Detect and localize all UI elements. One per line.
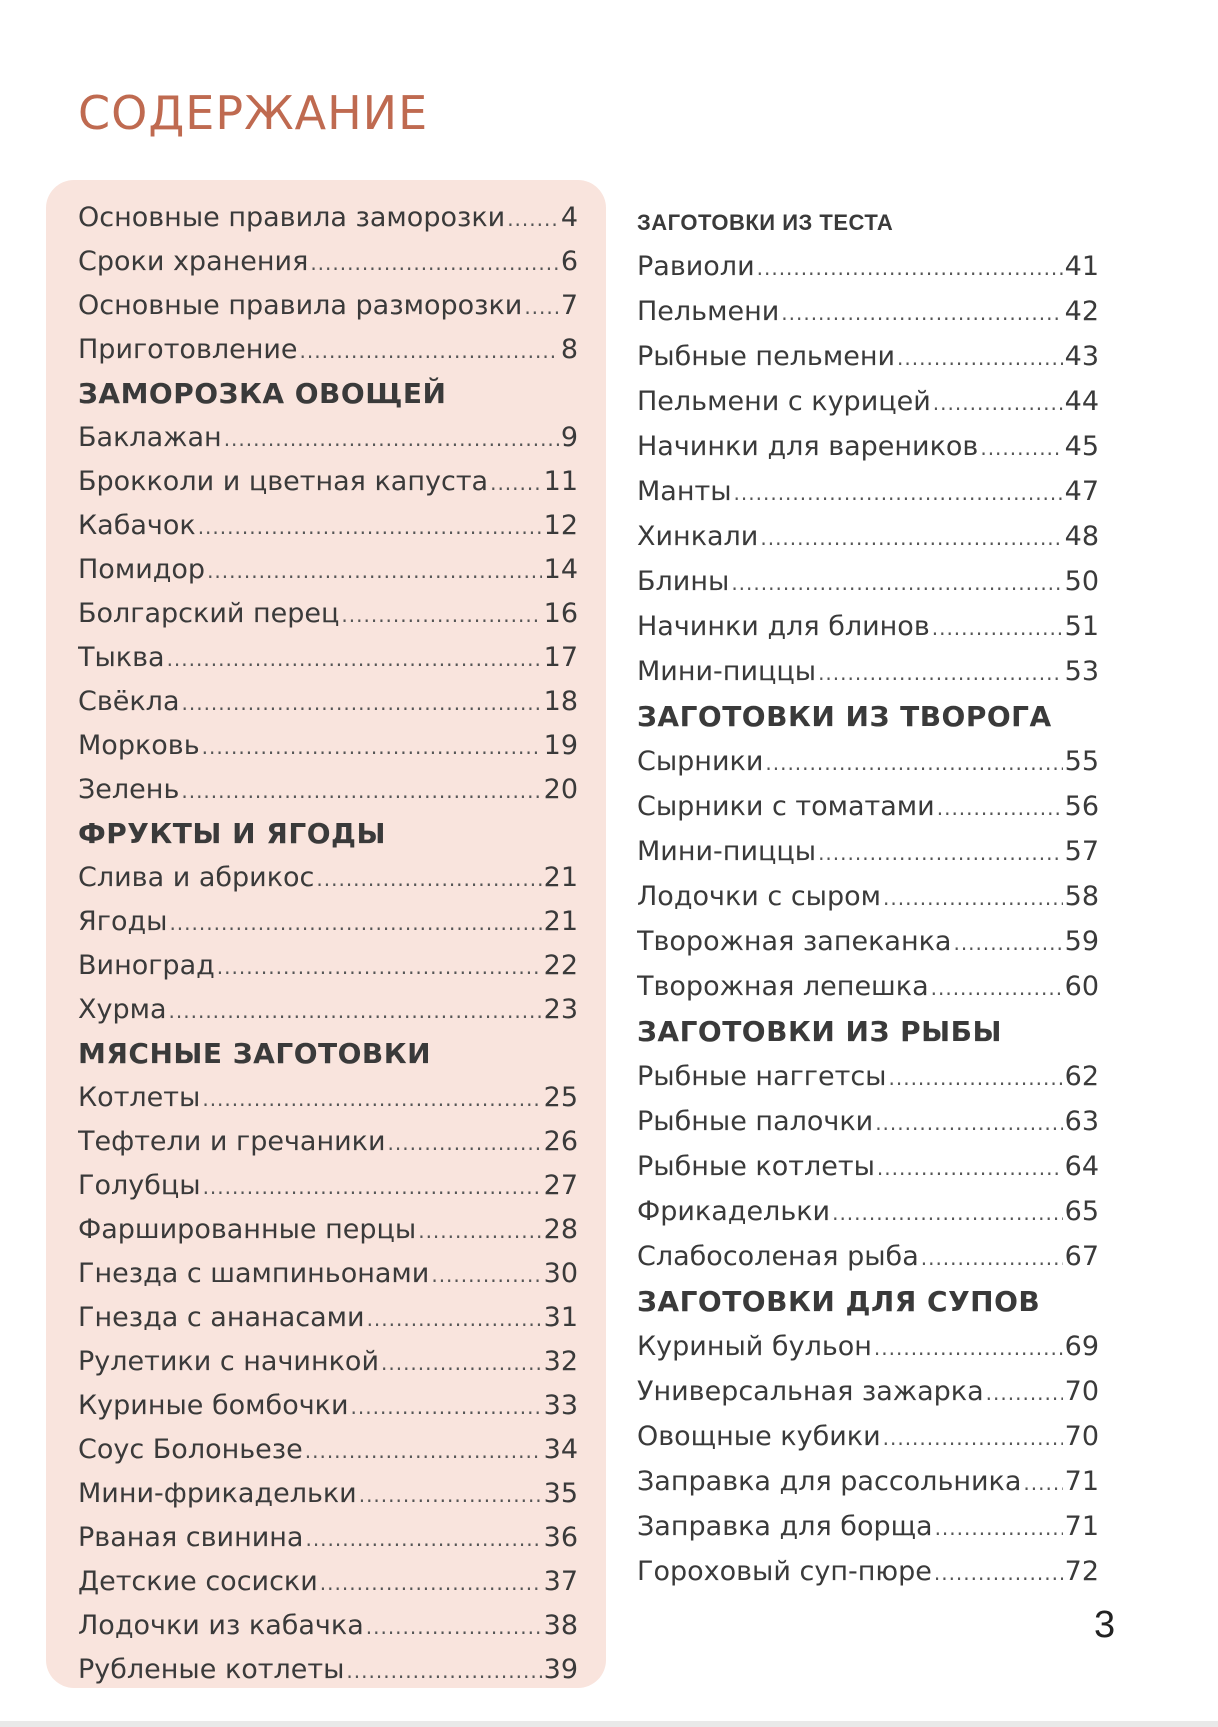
toc-entry-label: Котлеты — [78, 1082, 201, 1113]
toc-entry-label: Лодочки с сыром — [637, 881, 882, 912]
dot-leader — [934, 1551, 1063, 1594]
toc-entry-label: Рыбные котлеты — [637, 1151, 875, 1182]
toc-entry-page: 70 — [1064, 1376, 1099, 1407]
toc-entry-page: 31 — [543, 1302, 578, 1333]
dot-leader — [937, 786, 1063, 829]
dot-leader — [921, 1236, 1063, 1279]
toc-entry-page: 53 — [1064, 656, 1099, 687]
toc-entry-page: 30 — [543, 1258, 578, 1289]
toc-entry-page: 67 — [1064, 1241, 1099, 1272]
dot-leader — [760, 516, 1062, 559]
toc-entry-page: 32 — [543, 1346, 578, 1377]
dot-leader — [953, 921, 1062, 964]
toc-entry[interactable] — [78, 328, 578, 372]
toc-section-heading: ФРУКТЫ И ЯГОДЫ — [78, 817, 386, 850]
toc-entry[interactable] — [78, 1208, 578, 1252]
dot-leader — [734, 471, 1063, 514]
dot-leader — [765, 741, 1062, 784]
toc-entry-label: Рулетики с начинкой — [78, 1346, 379, 1377]
toc-entry-label: Брокколи и цветная капуста — [78, 466, 489, 497]
toc-entry-label: Слабосоленая рыба — [637, 1241, 919, 1272]
toc-section-heading: ЗАГОТОВКИ ИЗ РЫБЫ — [637, 1015, 1002, 1048]
toc-entry-page: 71 — [1064, 1511, 1099, 1542]
toc-entry-label: Слива и абрикос — [78, 862, 315, 893]
dot-leader — [310, 241, 558, 284]
toc-entry-page: 63 — [1064, 1106, 1099, 1137]
toc-entry[interactable] — [637, 1504, 1099, 1549]
toc-entry[interactable] — [637, 784, 1099, 829]
toc-entry-page: 56 — [1064, 791, 1099, 822]
dot-leader — [388, 1121, 542, 1164]
toc-entry[interactable] — [637, 244, 1099, 289]
toc-entry[interactable] — [637, 874, 1099, 919]
toc-entry-page: 37 — [543, 1566, 578, 1597]
toc-entry[interactable] — [637, 604, 1099, 649]
toc-entry-label: Гороховый суп-пюре — [637, 1556, 932, 1587]
dot-leader — [818, 831, 1063, 874]
toc-entry-label: Мини-фрикадельки — [78, 1478, 357, 1509]
toc-entry-page: 42 — [1064, 296, 1099, 327]
toc-entry-page: 20 — [543, 774, 578, 805]
dot-leader — [757, 246, 1063, 289]
toc-entry[interactable] — [637, 1324, 1099, 1369]
toc-entry[interactable] — [637, 1369, 1099, 1414]
toc-entry[interactable] — [637, 919, 1099, 964]
toc-entry[interactable] — [78, 1164, 578, 1208]
toc-entry-page: 44 — [1064, 386, 1099, 417]
dot-leader — [490, 461, 542, 504]
toc-entry[interactable] — [637, 1099, 1099, 1144]
toc-section-heading: ЗАГОТОВКИ ИЗ ТЕСТА — [637, 210, 894, 235]
toc-entry-label: Пельмени — [637, 296, 780, 327]
toc-entry-page: 59 — [1064, 926, 1099, 957]
toc-entry-label: Заправка для борща — [637, 1511, 933, 1542]
toc-entry-label: Болгарский перец — [78, 598, 340, 629]
dot-leader — [351, 1385, 542, 1428]
toc-entry[interactable] — [78, 416, 578, 460]
toc-entry-page: 71 — [1064, 1466, 1099, 1497]
toc-entry[interactable] — [637, 469, 1099, 514]
dot-leader — [217, 945, 542, 988]
toc-entry-page: 21 — [543, 862, 578, 893]
dot-leader — [367, 1297, 542, 1340]
toc-entry-page: 27 — [543, 1170, 578, 1201]
toc-entry[interactable] — [78, 196, 578, 240]
toc-entry-label: Пельмени с курицей — [637, 386, 931, 417]
toc-entry[interactable] — [78, 284, 578, 328]
dot-leader — [986, 1371, 1063, 1414]
toc-entry[interactable] — [78, 1648, 578, 1692]
toc-entry[interactable] — [78, 1296, 578, 1340]
toc-entry-page: 58 — [1064, 881, 1099, 912]
toc-entry-page: 70 — [1064, 1421, 1099, 1452]
toc-entry-label: Гнезда с шампиньонами — [78, 1258, 430, 1289]
dot-leader — [832, 1191, 1063, 1234]
toc-entry-page: 28 — [543, 1214, 578, 1245]
toc-entry-label: Лодочки из кабачка — [78, 1610, 364, 1641]
toc-entry-page: 23 — [543, 994, 578, 1025]
dot-leader — [932, 606, 1063, 649]
dot-leader — [207, 549, 542, 592]
dot-leader — [224, 417, 559, 460]
dot-leader — [305, 1517, 541, 1560]
toc-entry[interactable] — [78, 1516, 578, 1560]
dot-leader — [418, 1209, 541, 1252]
toc-entry[interactable] — [78, 988, 578, 1032]
toc-section-heading: ЗАГОТОВКИ ДЛЯ СУПОВ — [637, 1285, 1041, 1318]
toc-entry-label: Гнезда с ананасами — [78, 1302, 365, 1333]
dot-leader — [182, 681, 542, 724]
toc-entry-page: 12 — [543, 510, 578, 541]
page-title: СОДЕРЖАНИЕ — [78, 86, 429, 140]
toc-entry[interactable] — [78, 1428, 578, 1472]
toc-entry[interactable] — [637, 1459, 1099, 1504]
toc-entry-page: 43 — [1064, 341, 1099, 372]
toc-entry-label: Начинки для блинов — [637, 611, 930, 642]
toc-entry-page: 8 — [560, 334, 578, 365]
toc-entry-page: 25 — [543, 1082, 578, 1113]
toc-entry-page: 64 — [1064, 1151, 1099, 1182]
toc-entry-label: Рыбные наггетсы — [637, 1061, 887, 1092]
toc-entry-page: 36 — [543, 1522, 578, 1553]
toc-entry-label: Помидор — [78, 554, 206, 585]
toc-entry[interactable] — [78, 856, 578, 900]
toc-entry-page: 51 — [1064, 611, 1099, 642]
toc-entry[interactable] — [637, 424, 1099, 469]
toc-entry-label: Кабачок — [78, 510, 196, 541]
dot-leader — [883, 1416, 1063, 1459]
toc-entry[interactable] — [637, 514, 1099, 559]
dot-leader — [931, 966, 1063, 1009]
toc-entry[interactable] — [637, 739, 1099, 784]
dot-leader — [1023, 1461, 1062, 1504]
dot-leader — [875, 1101, 1062, 1144]
toc-entry[interactable] — [637, 1144, 1099, 1189]
toc-entry-page: 65 — [1064, 1196, 1099, 1227]
toc-entry-label: Тефтели и гречаники — [78, 1126, 386, 1157]
toc-entry-label: Рубленые котлеты — [78, 1654, 345, 1685]
toc-entry[interactable] — [637, 649, 1099, 694]
toc-entry[interactable] — [78, 1340, 578, 1384]
toc-entry[interactable] — [637, 559, 1099, 604]
toc-entry[interactable] — [78, 724, 578, 768]
dot-leader — [198, 505, 542, 548]
toc-entry[interactable] — [637, 1414, 1099, 1459]
toc-section-heading: ЗАГОТОВКИ ИЗ ТВОРОГА — [637, 700, 1052, 733]
dot-leader — [320, 1561, 542, 1604]
dot-leader — [980, 426, 1062, 469]
dot-leader — [202, 725, 542, 768]
dot-leader — [316, 857, 541, 900]
toc-entry-page: 9 — [560, 422, 578, 453]
toc-entry[interactable] — [78, 1560, 578, 1604]
page-bottom-edge — [0, 1721, 1218, 1727]
toc-entry-label: Баклажан — [78, 422, 222, 453]
toc-entry[interactable] — [78, 1472, 578, 1516]
toc-entry-label: Блины — [637, 566, 730, 597]
toc-entry-label: Виноград — [78, 950, 215, 981]
toc-entry[interactable] — [637, 1189, 1099, 1234]
dot-leader — [341, 593, 541, 636]
toc-entry-label: Рваная свинина — [78, 1522, 304, 1553]
dot-leader — [781, 291, 1062, 334]
dot-leader — [431, 1253, 541, 1296]
toc-entry[interactable] — [637, 334, 1099, 379]
toc-entry-page: 16 — [543, 598, 578, 629]
toc-entry[interactable] — [78, 1384, 578, 1428]
toc-entry[interactable] — [78, 548, 578, 592]
toc-entry-label: Голубцы — [78, 1170, 201, 1201]
toc-entry[interactable] — [78, 1120, 578, 1164]
toc-entry-label: Тыква — [78, 642, 165, 673]
toc-entry-label: Приготовление — [78, 334, 298, 365]
toc-entry[interactable] — [637, 964, 1099, 1009]
toc-entry-label: Хинкали — [637, 521, 759, 552]
dot-leader — [818, 651, 1063, 694]
toc-entry-label: Заправка для рассольника — [637, 1466, 1022, 1497]
toc-entry-page: 33 — [543, 1390, 578, 1421]
toc-entry-label: Куриный бульон — [637, 1331, 872, 1362]
toc-entry-page: 69 — [1064, 1331, 1099, 1362]
toc-entry[interactable] — [78, 768, 578, 812]
dot-leader — [883, 876, 1063, 919]
toc-entry-label: Хурма — [78, 994, 167, 1025]
toc-entry[interactable] — [637, 829, 1099, 874]
toc-section-heading: МЯСНЫЕ ЗАГОТОВКИ — [78, 1037, 432, 1070]
dot-leader — [731, 561, 1062, 604]
toc-entry[interactable] — [78, 1076, 578, 1120]
toc-entry-label: Универсальная зажарка — [637, 1376, 984, 1407]
toc-entry-label: Рыбные палочки — [637, 1106, 874, 1137]
dot-leader — [897, 336, 1063, 379]
toc-entry-page: 17 — [543, 642, 578, 673]
toc-entry-label: Морковь — [78, 730, 200, 761]
toc-entry[interactable] — [78, 1604, 578, 1648]
toc-right-column — [637, 202, 1099, 1594]
dot-leader — [874, 1326, 1063, 1369]
dot-leader — [202, 1077, 541, 1120]
dot-leader — [935, 1506, 1063, 1549]
toc-entry-label: Начинки для вареников — [637, 431, 979, 462]
toc-entry-label: Основные правила заморозки — [78, 202, 506, 233]
toc-entry-page: 21 — [543, 906, 578, 937]
toc-left-column — [78, 196, 578, 1692]
toc-entry-label: Сроки хранения — [78, 246, 309, 277]
dot-leader — [524, 285, 558, 328]
toc-entry[interactable] — [78, 592, 578, 636]
toc-entry-label: Соус Болоньезе — [78, 1434, 303, 1465]
toc-entry-page: 48 — [1064, 521, 1099, 552]
toc-entry-label: Зелень — [78, 774, 180, 805]
toc-entry-page: 60 — [1064, 971, 1099, 1002]
toc-entry[interactable] — [78, 680, 578, 724]
toc-entry-label: Рыбные пельмени — [637, 341, 896, 372]
dot-leader — [507, 197, 559, 240]
dot-leader — [359, 1473, 542, 1516]
toc-entry-page: 35 — [543, 1478, 578, 1509]
toc-entry[interactable] — [637, 1054, 1099, 1099]
toc-entry-page: 72 — [1064, 1556, 1099, 1587]
toc-entry-label: Фаршированные перцы — [78, 1214, 417, 1245]
toc-entry[interactable] — [78, 504, 578, 548]
dot-leader — [381, 1341, 542, 1384]
toc-entry-page: 18 — [543, 686, 578, 717]
toc-entry-label: Детские сосиски — [78, 1566, 318, 1597]
toc-entry[interactable] — [637, 289, 1099, 334]
toc-entry-page: 47 — [1064, 476, 1099, 507]
toc-entry-page: 34 — [543, 1434, 578, 1465]
toc-entry[interactable] — [78, 460, 578, 504]
toc-entry[interactable] — [78, 944, 578, 988]
toc-entry-label: Творожная лепешка — [637, 971, 929, 1002]
toc-entry-page: 7 — [560, 290, 578, 321]
toc-entry-label: Сырники с томатами — [637, 791, 935, 822]
page-number: 3 — [1094, 1604, 1116, 1646]
toc-entry-page: 39 — [543, 1654, 578, 1685]
toc-entry-page: 38 — [543, 1610, 578, 1641]
toc-entry-page: 50 — [1064, 566, 1099, 597]
toc-entry-page: 19 — [543, 730, 578, 761]
toc-entry-label: Фрикадельки — [637, 1196, 831, 1227]
dot-leader — [169, 901, 541, 944]
dot-leader — [889, 1056, 1063, 1099]
toc-entry-page: 41 — [1064, 251, 1099, 282]
dot-leader — [203, 1165, 542, 1208]
toc-entry-label: Мини-пиццы — [637, 656, 817, 687]
dot-leader — [305, 1429, 542, 1472]
toc-entry-label: Ягоды — [78, 906, 168, 937]
toc-entry-page: 11 — [543, 466, 578, 497]
dot-leader — [933, 381, 1063, 424]
dot-leader — [167, 637, 542, 680]
toc-entry-page: 62 — [1064, 1061, 1099, 1092]
toc-entry-label: Манты — [637, 476, 732, 507]
toc-entry[interactable] — [78, 636, 578, 680]
toc-entry[interactable] — [637, 379, 1099, 424]
toc-entry-label: Сырники — [637, 746, 764, 777]
toc-entry-page: 55 — [1064, 746, 1099, 777]
toc-entry[interactable] — [78, 900, 578, 944]
dot-leader — [300, 329, 559, 372]
dot-leader — [181, 769, 541, 812]
toc-entry-label: Овощные кубики — [637, 1421, 881, 1452]
dot-leader — [877, 1146, 1063, 1189]
toc-entry-page: 6 — [560, 246, 578, 277]
toc-entry-label: Мини-пиццы — [637, 836, 817, 867]
toc-entry-label: Основные правила разморозки — [78, 290, 523, 321]
toc-entry[interactable] — [637, 1234, 1099, 1279]
toc-entry[interactable] — [78, 240, 578, 284]
toc-entry-label: Равиоли — [637, 251, 755, 282]
toc-entry-page: 45 — [1064, 431, 1099, 462]
toc-entry-page: 14 — [543, 554, 578, 585]
dot-leader — [169, 989, 542, 1032]
toc-entry-label: Свёкла — [78, 686, 180, 717]
dot-leader — [346, 1649, 541, 1692]
dot-leader — [366, 1605, 542, 1648]
toc-entry-label: Творожная запеканка — [637, 926, 952, 957]
toc-entry[interactable] — [637, 1549, 1099, 1594]
toc-entry-page: 26 — [543, 1126, 578, 1157]
toc-entry-page: 22 — [543, 950, 578, 981]
toc-entry[interactable] — [78, 1252, 578, 1296]
toc-entry-label: Куриные бомбочки — [78, 1390, 349, 1421]
toc-entry-page: 4 — [560, 202, 578, 233]
toc-section-heading: ЗАМОРОЗКА ОВОЩЕЙ — [78, 377, 447, 410]
toc-entry-page: 57 — [1064, 836, 1099, 867]
